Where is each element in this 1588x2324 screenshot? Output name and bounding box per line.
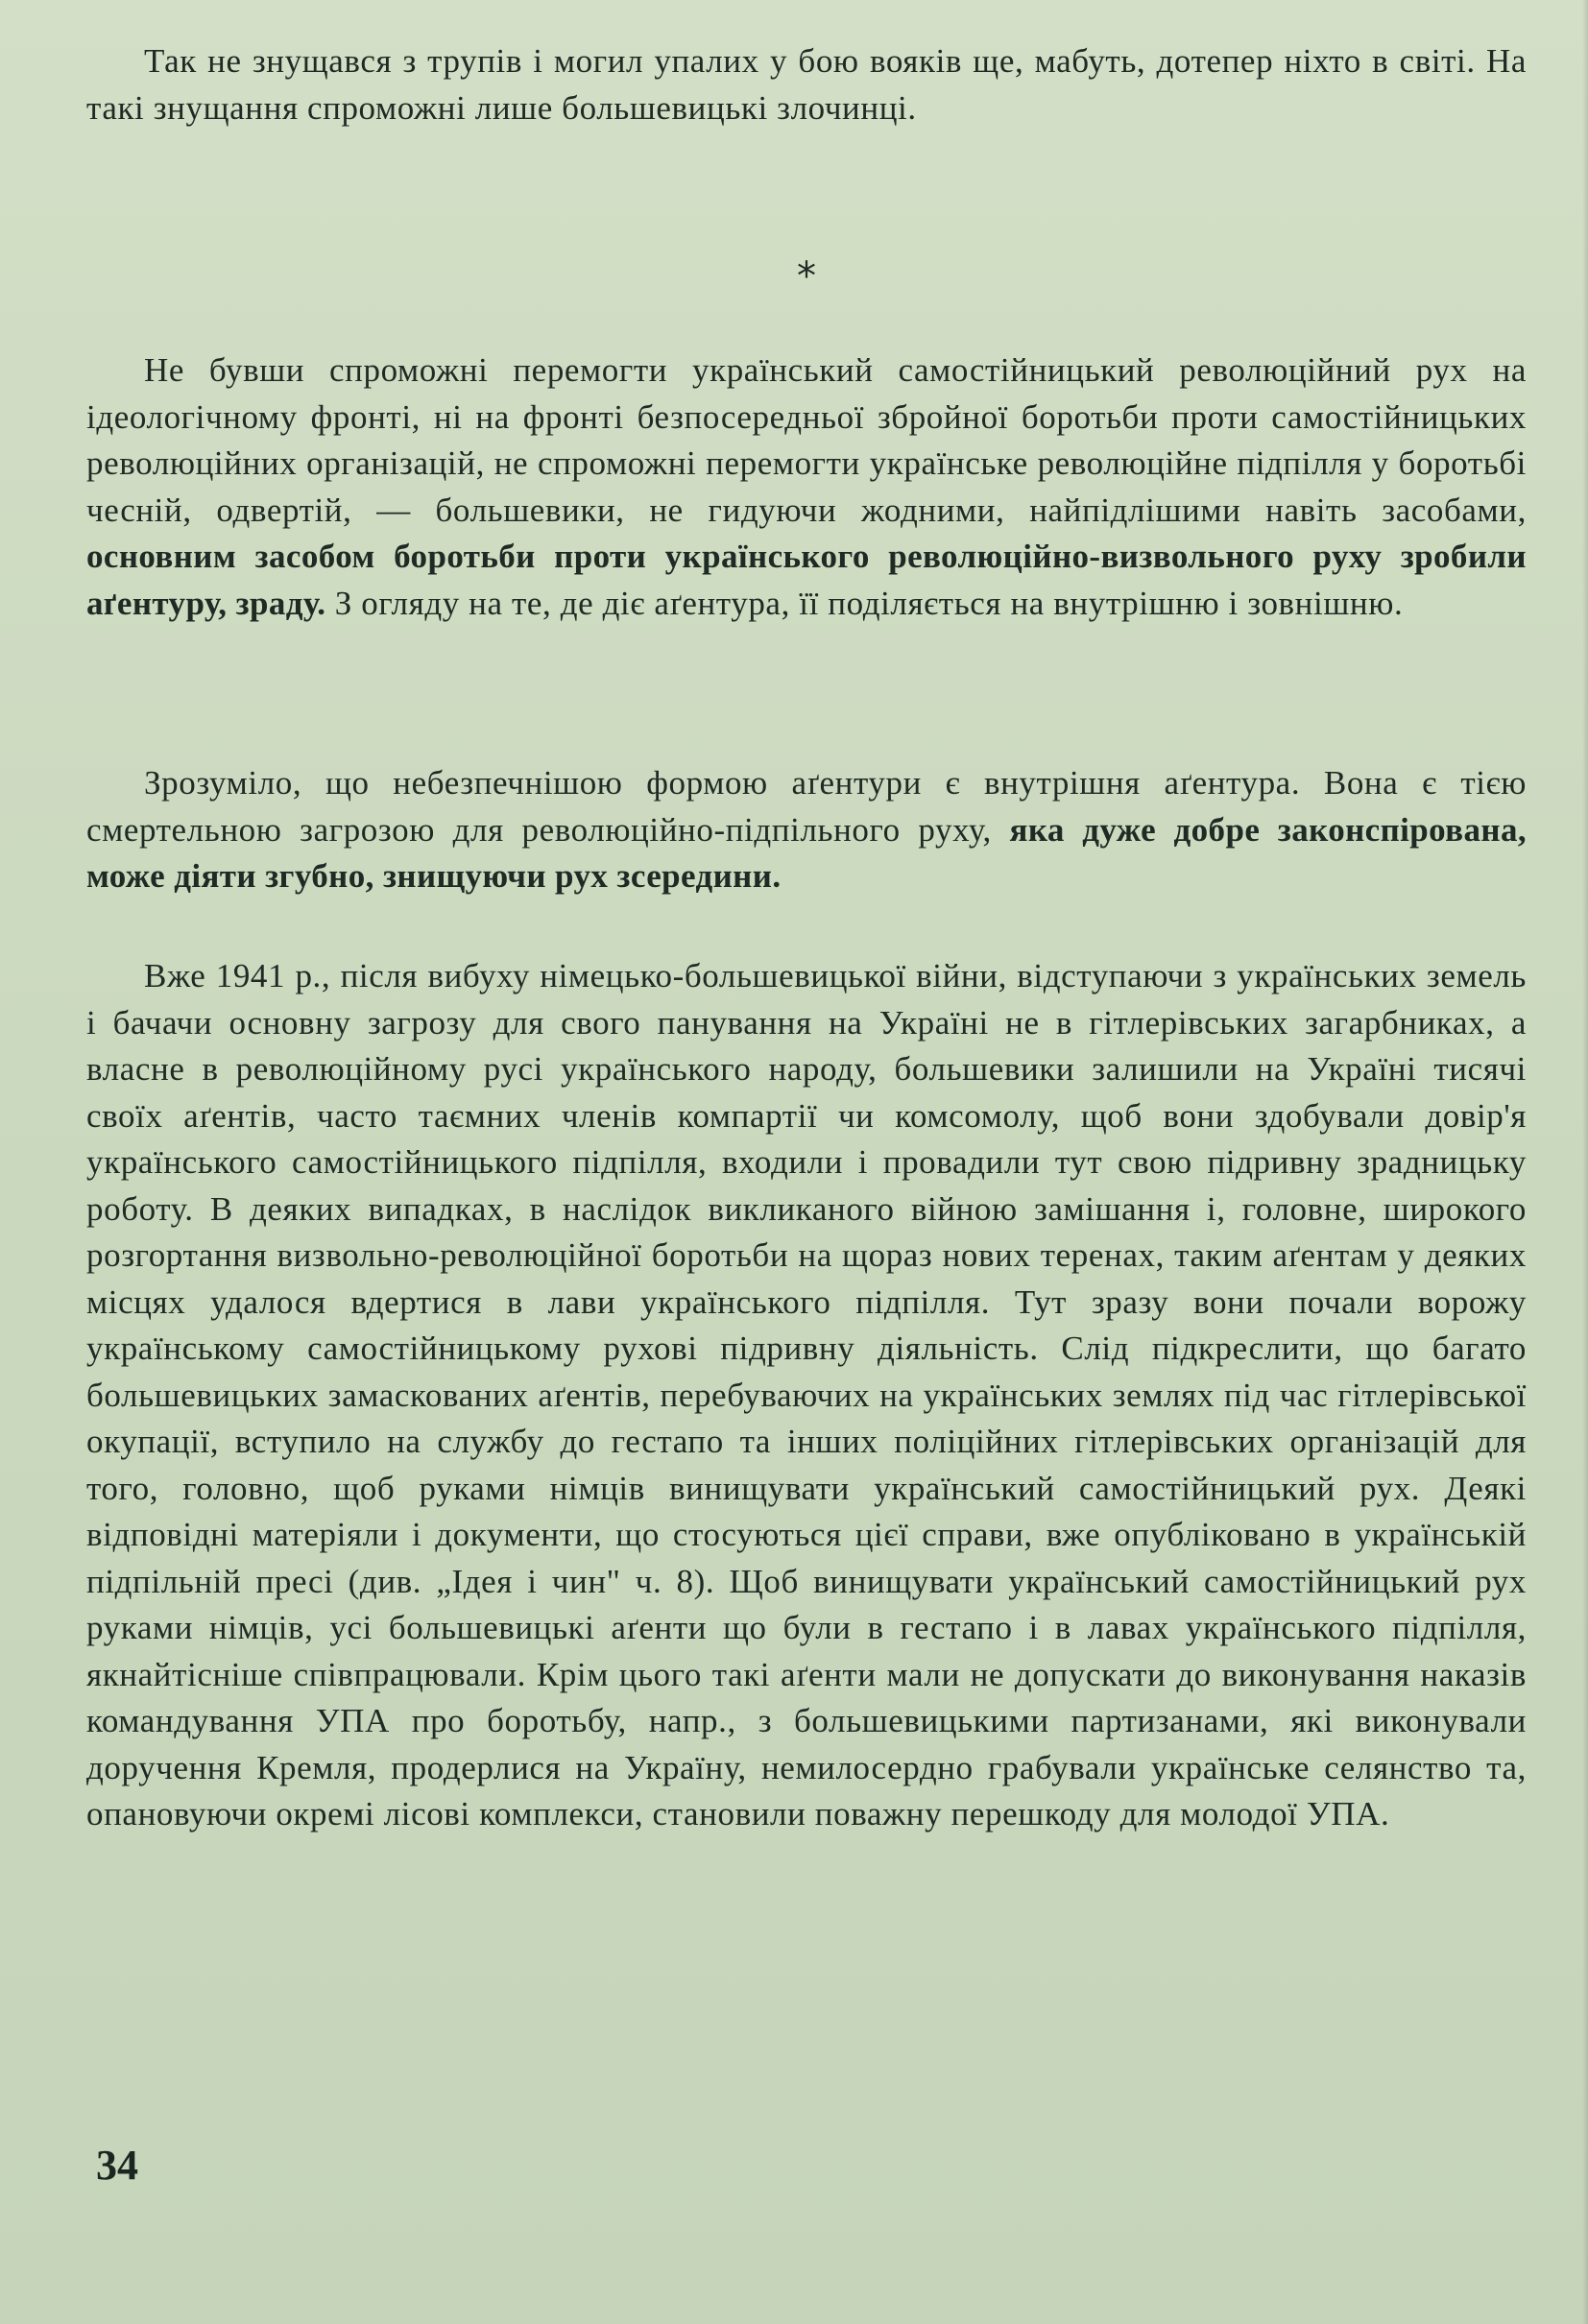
paragraph-4: Вже 1941 р., після вибуху німецько-большевицької війни, відступаючи з українських земель і бачачи основну загрозу для свого панування на Україні не в гітлерівських загарбниках, а власне в революційному русі українського народу, большевики залишили на Україні тисячі своїх аґентів, часто таємних членів компартії чи комсомолу, щоб вони здобували довір'я українського самостійницького підпілля, входили і провадили тут свою підривну зрадницьку роботу. В деяких випадках, в наслідок викликаного війною замішання і, головне, широкого розгортання визвольно-революційної боротьби на щораз нових теренах, таким аґентам у деяких місцях удалося вдертися в лави українського підпілля. Тут зразу вони почали ворожу українському самостійницькому рухові підривну діяльність. Слід підкреслити, що багато большевицьких замаскованих аґентів, перебуваючих на українських землях під час гітлерівської окупації, вступило на службу до гестапо та інших поліційних гітлерівських організацій для того, головно, щоб руками німців винищувати український самостійницький рух. Деякі відповідні матеріяли і документи, що стосуються цієї справи, вже опубліковано в українській підпільній пресі (див. „Ідея і чин" ч. 8). Щоб винищувати український самостійницький рух руками німців, усі большевицькі аґенти що були в гестапо і в лавах українського підпілля, якнайтісніше співпрацювали. Крім цього такі аґенти мали не допускати до виконування наказів командування УПА про боротьбу, напр., з большевицькими партизанами, які виконували доручення Кремля, продерлися на Україну, немилосердно грабували українське селянство та, опановуючи окремі лісові комплекси, становили поважну перешкоду для молодої УПА. (86, 957, 1527, 1833)
paragraph-3-bold: яка дуже добре законспірована, може діяти згубно, знищуючи рух зсередини. (86, 810, 1527, 895)
paragraph-2-text-2: З огляду на те, де діє аґентура, її поділяється на внутрішню і зовнішню. (325, 584, 1404, 622)
page-number: 34 (96, 2142, 138, 2189)
document-page (86, 38, 1527, 2285)
paragraph-2-text-1: Не бувши спроможні перемогти український самостійницький революційний рух на ідеологічному фронті, ні на фронті безпосередньої збройної боротьби проти самостійницьких революційних організацій, не спроможні перемогти українське революційне підпілля у боротьбі чесній, одвертій, — большевики, не гидуючи жодними, найпідлішими навіть засобами, (86, 351, 1527, 529)
section-separator: * (797, 254, 816, 299)
paragraph-3-text-1: Зрозуміло, що небезпечнішою формою аґентури є внутрішня аґентура. Вона є тією смертельною загрозою для революційно-підпільного руху, (86, 764, 1527, 849)
paragraph-2 (86, 347, 1527, 627)
paragraph-2-bold: основним засобом боротьби проти українського революційно-визвольного руху зробили аґентуру, зраду. (86, 538, 1527, 622)
paragraph-3 (86, 760, 1527, 900)
scan-edge-shadow (1582, 0, 1588, 2324)
paragraph-1: Так не знущався з трупів і могил упалих у бою вояків ще, мабуть, дотепер ніхто в світі. На такі знущання спроможні лише большевицькі злочинці. (86, 42, 1527, 127)
